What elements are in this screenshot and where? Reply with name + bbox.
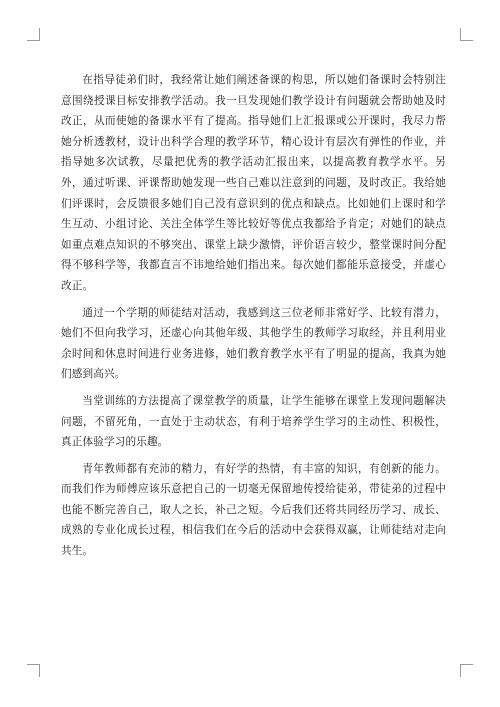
crop-mark-top-right [460,28,473,41]
paragraph-mentoring-guidance: 在指导徒弟们时，我经常让她们阐述备课的构思，所以她们备课时会特别注意围绕授课目标安排教学活动。我一旦发现她们教学设计有问题就会帮助她及时改正，从而使她的备课水平有了提高。指导她们上汇报课或公开课时，我尽力帮她分析透教材，设计出科学合理的教学环节，精心设计有层次有弹性的作业，并指导她多次试教，尽量把优秀的教学活动汇报出来，以提高教育教学水平。另外，通过听课、评课帮助她发现一些自己难以注意到的问题，及时改正。我给她们评课时，会反馈很多她们自己没有意识到的优点和缺点。比如她们上课时和学生互动、小组讨论、关注全体学生等比较好等优点我都给予肯定；对她们的缺点如重点难点知识的不够突出、课堂上缺少激情，评价语言较少，整堂课时间分配得不够科学等，我都直言不讳地给她们指出来。每次她们都能乐意接受，并虚心改正。 [61,74,446,292]
paragraph-young-teachers: 青年教师都有充沛的精力，有好学的热情，有丰富的知识，有创新的能力。而我们作为师傅应该乐意把自己的一切毫无保留地传授给徒弟，带徒弟的过程中也能不断完善自己，取人之长，补己之短。今后我们还将共同经历学习、成长、成熟的专业化成长过程，相信我们在今后的活动中会获得双赢，让师徒结对走向共生。 [61,462,446,558]
crop-mark-bottom-right [460,664,473,677]
paragraph-semester-results: 通过一个学期的师徒结对活动，我感到这三位老师非常好学、比较有潜力，她们不但向我学习，还虚心向其他年级、其他学生的教师学习取经，并且利用业余时间和休息时间进行业务进修，她们教育教学水平有了明显的提高，我真为她们感到高兴。 [61,306,446,381]
paragraph-classroom-practice: 当堂训练的方法提高了课堂教学的质量，让学生能够在课堂上发现问题解决问题，不留死角，一直处于主动状态，有利于培养学生学习的主动性、积极性，真正体验学习的乐趣。 [61,394,446,449]
crop-mark-top-left [27,28,40,41]
document-body [61,70,446,568]
crop-mark-bottom-left [27,664,40,677]
